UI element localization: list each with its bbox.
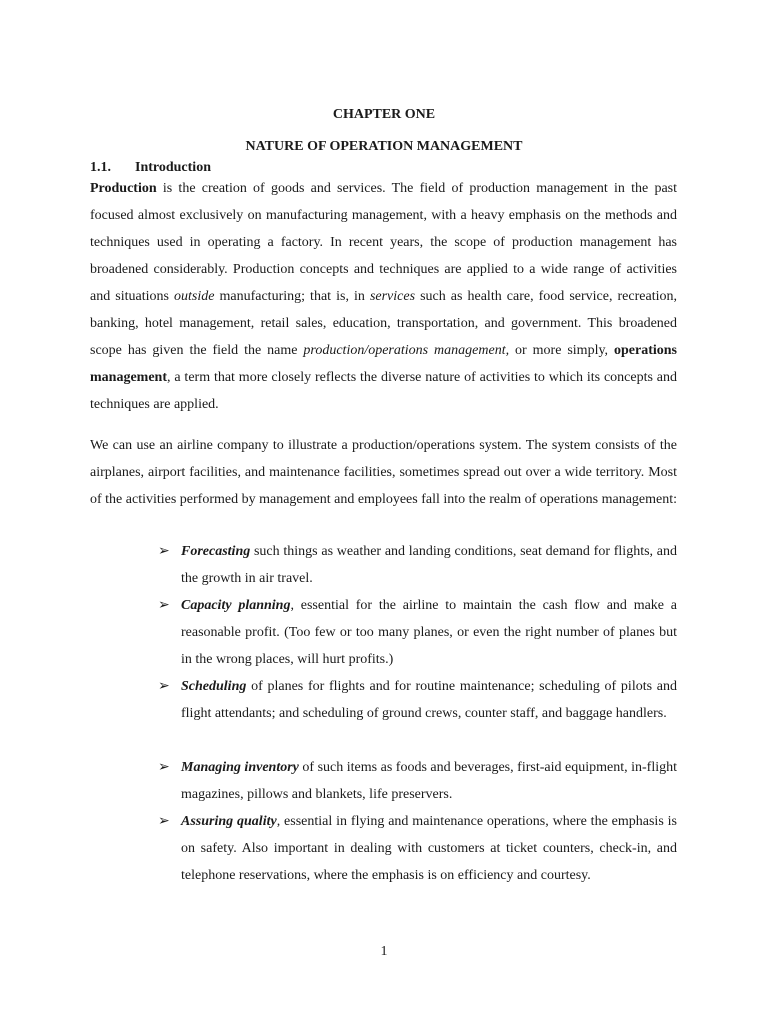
bullet-item — [158, 808, 677, 889]
bullet-term: Assuring quality — [181, 814, 277, 829]
page-number: 1 — [380, 944, 388, 959]
emphasis-outside: outside — [173, 289, 215, 304]
text-run: , a term that more closely reflects the diverse nature of activities to which its concepts and techniques are applied. — [90, 370, 677, 412]
section-heading — [90, 160, 211, 176]
chapter-title: NATURE OF OPERATION MANAGEMENT — [245, 139, 523, 154]
term-production: Production — [90, 181, 157, 196]
arrow-bullet-icon: ➢ — [158, 544, 170, 559]
section-title: Introduction — [135, 160, 211, 175]
bullet-item — [158, 592, 677, 673]
chapter-label: CHAPTER ONE — [332, 107, 436, 122]
text-run: such as health care, food service, recreation, banking, hotel management, retail sales, education, transportation, and government. This broadened scope has given the field the name — [90, 289, 677, 358]
arrow-bullet-icon: ➢ — [158, 679, 170, 694]
paragraph-intro — [90, 175, 677, 418]
bullet-text: , essential for the airline to maintain the cash flow and make a reasonable profit. (Too few or too many planes, or even the right number of planes but in the wrong places, will hurt profits.) — [181, 598, 677, 667]
bullet-text: such things as weather and landing conditions, seat demand for flights, and the growth in air travel. — [181, 544, 677, 586]
emphasis-production-operations: production/operations management, — [303, 343, 510, 358]
bullet-term: Scheduling — [181, 679, 247, 694]
text-run: manufacturing; that is, in — [214, 289, 370, 304]
bullet-term: Capacity planning — [181, 598, 291, 613]
arrow-bullet-icon: ➢ — [158, 760, 170, 775]
bullet-item — [158, 754, 677, 808]
bullet-text: , essential in flying and maintenance operations, where the emphasis is on safety. Also important in dealing with customers at ticket counters, check-in, and telephone reservations, where the emphasis is on efficiency and courtesy. — [181, 814, 677, 883]
term-operations-management: operations management — [90, 343, 677, 385]
bullet-text: of such items as foods and beverages, first-aid equipment, in-flight magazines, pillows and blankets, life preservers. — [181, 760, 677, 802]
bullet-text: of planes for flights and for routine maintenance; scheduling of pilots and flight attendants; and scheduling of ground crews, counter staff, and baggage handlers. — [181, 679, 677, 721]
arrow-bullet-icon: ➢ — [158, 598, 170, 613]
section-number: 1.1. — [90, 160, 111, 175]
emphasis-services: services — [369, 289, 416, 304]
bullet-term: Managing inventory — [181, 760, 299, 775]
text-run: or more simply, — [509, 343, 614, 358]
bullet-item — [158, 538, 677, 592]
text-run: is the creation of goods and services. The field of production management in the past focused almost exclusively on manufacturing management, with a heavy emphasis on the methods and techniques used in operating a factory. In recent years, the scope of production management has broadened considerably. Production concepts and techniques are applied to a wide range of activities and situations — [90, 181, 677, 304]
bullet-item — [158, 673, 677, 727]
paragraph-airline: We can use an airline company to illustrate a production/operations system. The system consists of the airplanes, airport facilities, and maintenance facilities, sometimes spread out over a wide territory. Most of the activities performed by management and employees fall into the realm of operations management: — [90, 438, 678, 507]
bullet-term: Forecasting — [181, 544, 251, 559]
arrow-bullet-icon: ➢ — [158, 814, 170, 829]
